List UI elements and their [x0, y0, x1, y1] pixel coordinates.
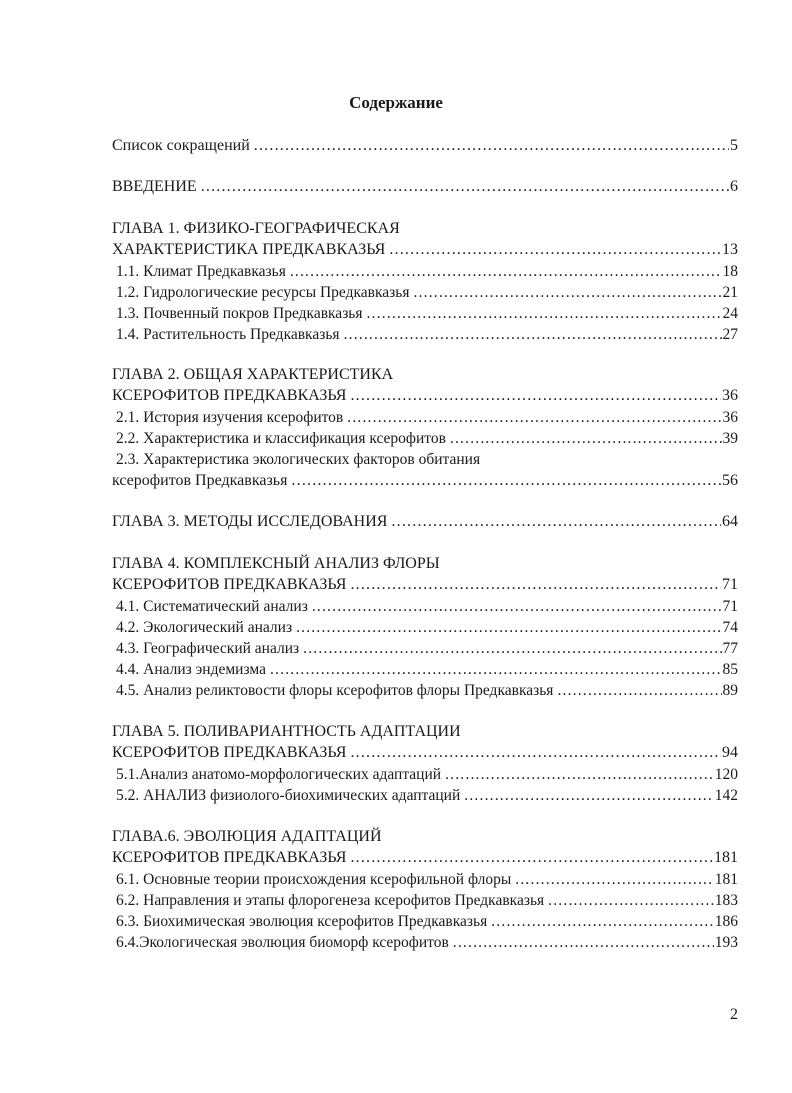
toc-entry-1-4[interactable] [116, 324, 738, 346]
dot-leader [344, 324, 722, 346]
toc-page: 120 [714, 766, 738, 783]
toc-page: 56 [722, 472, 738, 489]
toc-label: 2.1. История изучения ксерофитов [116, 409, 344, 426]
toc-page: 71 [722, 576, 738, 593]
toc-label: 2.2. Характеристика и классификация ксерофитов [116, 430, 446, 447]
toc-entry-6-1[interactable] [116, 869, 738, 891]
dot-leader [414, 282, 722, 304]
toc-page: 64 [722, 513, 738, 530]
toc-label: 6.4.Экологическая эволюция биоморф ксерофитов [116, 934, 449, 951]
toc-entry-6-4[interactable] [116, 932, 738, 954]
toc-page: 183 [714, 892, 738, 909]
dot-leader [515, 869, 713, 891]
toc-page: 18 [722, 263, 738, 280]
toc-page: 27 [722, 326, 738, 343]
toc-label: ГЛАВА 3. МЕТОДЫ ИССЛЕДОВАНИЯ [112, 513, 388, 530]
dot-leader [450, 428, 722, 450]
toc-label: КСЕРОФИТОВ ПРЕДКАВКАЗЬЯ [112, 849, 347, 866]
dot-leader [270, 659, 722, 681]
toc-entry-chapter-3[interactable] [112, 511, 738, 533]
toc-page: 193 [714, 934, 738, 951]
dot-leader [290, 261, 722, 283]
toc-page: 74 [722, 619, 738, 636]
dot-leader [445, 764, 714, 786]
chapter-1-heading[interactable]: ГЛАВА 1. ФИЗИКО-ГЕОГРАФИЧЕСКАЯ [112, 220, 400, 237]
chapter-6-heading[interactable]: ГЛАВА.6. ЭВОЛЮЦИЯ АДАПТАЦИЙ [112, 828, 382, 845]
dot-leader [291, 470, 721, 492]
toc-page: 85 [722, 661, 738, 678]
dot-leader [254, 135, 729, 157]
toc-label: КСЕРОФИТОВ ПРЕДКАВКАЗЬЯ [112, 576, 347, 593]
toc-page: 39 [722, 430, 738, 447]
toc-label: 4.4. Анализ эндемизма [116, 661, 266, 678]
dot-leader [312, 596, 722, 618]
toc-label: КСЕРОФИТОВ ПРЕДКАВКАЗЬЯ [112, 387, 347, 404]
toc-label: 1.1. Климат Предкавказья [116, 263, 286, 280]
toc-entry-chapter-2[interactable] [112, 385, 738, 407]
toc-label: 6.2. Направления и этапы флорогенеза ксерофитов Предкавказья [116, 892, 545, 909]
dot-leader [350, 385, 721, 407]
dot-leader [350, 742, 721, 764]
toc-label: 4.1. Систематический анализ [116, 598, 308, 615]
toc-page: 36 [722, 409, 738, 426]
toc-label: 5.2. АНАЛИЗ физиолого-биохимических адаптаций [116, 787, 461, 804]
dot-leader [350, 574, 721, 596]
toc-page: 77 [722, 640, 738, 657]
toc-label: 1.4. Растительность Предкавказья [116, 326, 340, 343]
toc-entry-5-1[interactable] [116, 764, 738, 786]
dot-leader [453, 932, 714, 954]
toc-page: 6 [730, 178, 738, 195]
toc-page: 94 [722, 744, 738, 761]
toc-label: ВВЕДЕНИЕ [112, 178, 197, 195]
toc-label: 4.2. Экологический анализ [116, 619, 293, 636]
toc-entry-2-2[interactable] [116, 428, 738, 450]
dot-leader [391, 511, 721, 533]
toc-entry-2-3[interactable] [112, 470, 738, 492]
toc-entry-2-3-line1[interactable]: 2.3. Характеристика экологических факторов обитания [116, 451, 481, 468]
toc-page: 186 [714, 913, 738, 930]
toc-label: ксерофитов Предкавказья [112, 472, 288, 489]
toc-entry-1-3[interactable] [116, 303, 738, 325]
dot-leader [367, 303, 722, 325]
chapter-4-heading[interactable]: ГЛАВА 4. КОМПЛЕКСНЫЙ АНАЛИЗ ФЛОРЫ [112, 555, 440, 572]
toc-entry-4-3[interactable] [116, 638, 738, 660]
toc-page: 71 [722, 598, 738, 615]
toc-page: 142 [714, 787, 738, 804]
dot-leader [548, 890, 714, 912]
dot-leader [389, 239, 721, 261]
dot-leader [296, 617, 721, 639]
toc-entry-2-1[interactable] [116, 407, 738, 429]
toc-label: Список сокращений [112, 137, 250, 154]
chapter-5-heading[interactable]: ГЛАВА 5. ПОЛИВАРИАНТНОСТЬ АДАПТАЦИИ [112, 723, 461, 740]
toc-entry-4-4[interactable] [116, 659, 738, 681]
toc-entry-4-2[interactable] [116, 617, 738, 639]
toc-label: 6.1. Основные теории происхождения ксерофильной флоры [116, 871, 512, 888]
dot-leader [347, 407, 721, 429]
toc-entry-introduction[interactable] [112, 176, 738, 198]
toc-label: 1.2. Гидрологические ресурсы Предкавказья [116, 284, 410, 301]
toc-label: 5.1.Анализ анатомо-морфологических адаптаций [116, 766, 442, 783]
dot-leader [201, 176, 729, 198]
toc-page: 24 [722, 305, 738, 322]
toc-entry-chapter-6[interactable] [112, 847, 738, 869]
toc-page: 13 [722, 241, 738, 258]
toc-entry-chapter-1[interactable] [112, 239, 738, 261]
toc-page: 181 [714, 871, 738, 888]
dot-leader [464, 785, 713, 807]
dot-leader [303, 638, 721, 660]
page-number: 2 [730, 1006, 738, 1023]
page-title: Содержание [349, 93, 443, 112]
chapter-2-heading[interactable]: ГЛАВА 2. ОБЩАЯ ХАРАКТЕРИСТИКА [112, 366, 394, 383]
toc-entry-6-3[interactable] [116, 911, 738, 933]
dot-leader [350, 847, 713, 869]
toc-page: 5 [730, 137, 738, 154]
toc-entry-4-5[interactable] [116, 680, 738, 702]
toc-label: ХАРАКТЕРИСТИКА ПРЕДКАВКАЗЬЯ [112, 241, 386, 258]
toc-label: 4.5. Анализ реликтовости флоры ксерофитов флоры Предкавказья [116, 682, 554, 699]
toc-page: 36 [722, 387, 738, 404]
toc-entry-1-2[interactable] [116, 282, 738, 304]
toc-entry-chapter-5[interactable] [112, 742, 738, 764]
toc-page: 181 [714, 849, 738, 866]
toc-label: КСЕРОФИТОВ ПРЕДКАВКАЗЬЯ [112, 744, 347, 761]
toc-label: 4.3. Географический анализ [116, 640, 300, 657]
dot-leader [491, 911, 714, 933]
toc-label: 6.3. Биохимическая эволюция ксерофитов Предкавказья [116, 913, 488, 930]
toc-entry-1-1[interactable] [116, 261, 738, 283]
toc-entry-6-2[interactable] [116, 890, 738, 912]
toc-entry-abbreviations[interactable] [112, 135, 738, 157]
toc-page: 21 [722, 284, 738, 301]
toc-label: 1.3. Почвенный покров Предкавказья [116, 305, 363, 322]
toc-page: 89 [722, 682, 738, 699]
toc-entry-4-1[interactable] [116, 596, 738, 618]
dot-leader [557, 680, 721, 702]
toc-entry-5-2[interactable] [116, 785, 738, 807]
toc-entry-chapter-4[interactable] [112, 574, 738, 596]
